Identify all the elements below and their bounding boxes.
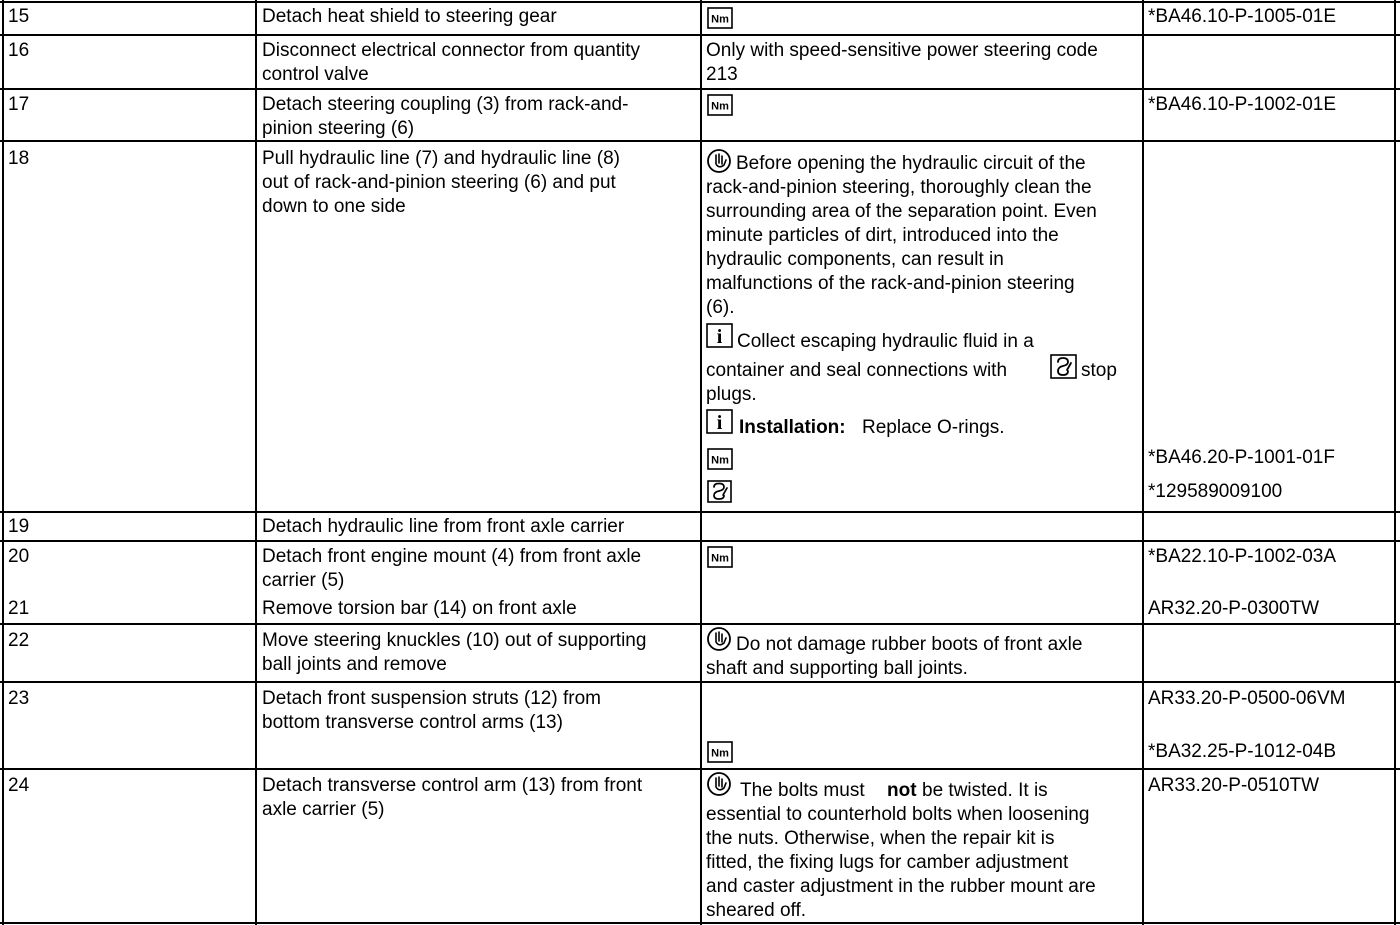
- step-number: 20: [8, 546, 30, 567]
- torque-icon: [707, 94, 733, 116]
- grid-line: [1142, 0, 1144, 925]
- grid-line: [0, 34, 1400, 36]
- warning-text: (6).: [706, 297, 735, 318]
- special-tool-icon: [1050, 354, 1078, 380]
- grid-line: [0, 1, 1400, 3]
- grid-line: [0, 88, 1400, 90]
- reference-code: *BA32.25-P-1012-04B: [1148, 741, 1337, 762]
- svg-text:i: i: [716, 326, 723, 348]
- warning-text: rack-and-pinion steering, thoroughly clean the: [706, 177, 1092, 198]
- action-text: down to one side: [262, 196, 406, 217]
- info-text: plugs.: [706, 384, 757, 405]
- grid-line: [0, 540, 1400, 542]
- action-text: Disconnect electrical connector from quantity: [262, 40, 641, 61]
- action-text: Detach front engine mount (4) from front axle: [262, 546, 642, 567]
- info-icon: [706, 323, 734, 349]
- svg-text:Nm: Nm: [711, 454, 729, 467]
- installation-label: Installation:: [739, 417, 846, 438]
- step-number: 15: [8, 6, 30, 27]
- grid-line: [0, 768, 1400, 770]
- warning-text: Do not damage rubber boots of front axle: [736, 634, 1083, 655]
- step-number: 17: [8, 94, 30, 115]
- grid-line: [0, 511, 1400, 513]
- warning-text: sheared off.: [706, 900, 807, 921]
- reference-code: AR33.20-P-0500-06VM: [1148, 688, 1346, 709]
- warning-text: minute particles of dirt, introduced into the: [706, 225, 1059, 246]
- warning-emphasis: not: [887, 780, 917, 801]
- warning-text: Before opening the hydraulic circuit of the: [736, 153, 1086, 174]
- info-text: [739, 416, 846, 440]
- warning-text: surrounding area of the separation point. Even: [706, 201, 1097, 222]
- reference-code: AR33.20-P-0510TW: [1148, 775, 1320, 796]
- grid-line: [0, 623, 1400, 625]
- reference-code: AR32.20-P-0300TW: [1148, 598, 1320, 619]
- grid-line: [0, 922, 1400, 924]
- warning-text: be twisted. It is: [922, 780, 1048, 801]
- step-number: 23: [8, 688, 30, 709]
- reference-code: *129589009100: [1148, 481, 1283, 502]
- action-text: pinion steering (6): [262, 118, 415, 139]
- warning-text: The bolts must: [740, 780, 865, 801]
- step-number: 19: [8, 516, 30, 537]
- grid-line: [0, 140, 1400, 142]
- action-text: out of rack-and-pinion steering (6) and put: [262, 172, 616, 193]
- svg-text:Nm: Nm: [711, 552, 729, 565]
- torque-icon: [707, 741, 733, 763]
- warning-hand-icon: [706, 148, 734, 174]
- grid-line: [2, 0, 4, 925]
- action-text: control valve: [262, 64, 369, 85]
- action-text: Move steering knuckles (10) out of supporting: [262, 630, 647, 651]
- note-text: Only with speed-sensitive power steering code: [706, 40, 1098, 61]
- svg-text:Nm: Nm: [711, 13, 729, 26]
- grid-line: [700, 0, 702, 925]
- torque-icon: [707, 7, 733, 29]
- svg-text:Nm: Nm: [711, 747, 729, 760]
- warning-hand-icon: [706, 626, 734, 652]
- reference-code: *BA46.20-P-1001-01F: [1148, 447, 1335, 468]
- svg-text:Nm: Nm: [711, 100, 729, 113]
- action-text: Detach front suspension struts (12) from: [262, 688, 601, 709]
- warning-text: malfunctions of the rack-and-pinion steering: [706, 273, 1075, 294]
- action-text: Detach transverse control arm (13) from front: [262, 775, 643, 796]
- special-tool-icon: [707, 480, 733, 504]
- step-number: 22: [8, 630, 30, 651]
- grid-line: [1394, 0, 1396, 925]
- reference-code: *BA22.10-P-1002-03A: [1148, 546, 1337, 567]
- step-number: 16: [8, 40, 30, 61]
- torque-icon: [707, 546, 733, 568]
- step-number: 21: [8, 598, 30, 619]
- warning-text: essential to counterhold bolts when loosening: [706, 804, 1090, 825]
- info-icon: [706, 409, 734, 435]
- warning-text: the nuts. Otherwise, when the repair kit is: [706, 828, 1055, 849]
- action-text: ball joints and remove: [262, 654, 447, 675]
- action-text: bottom transverse control arms (13): [262, 712, 563, 733]
- action-text: axle carrier (5): [262, 799, 385, 820]
- reference-code: *BA46.10-P-1002-01E: [1148, 94, 1337, 115]
- action-text: Pull hydraulic line (7) and hydraulic line (8): [262, 148, 621, 169]
- torque-icon: [707, 448, 733, 470]
- action-text: Detach heat shield to steering gear: [262, 6, 557, 27]
- action-text: Detach steering coupling (3) from rack-and-: [262, 94, 629, 115]
- reference-code: *BA46.10-P-1005-01E: [1148, 6, 1337, 27]
- info-text: container and seal connections with: [706, 360, 1008, 381]
- grid-line: [0, 681, 1400, 683]
- warning-text: hydraulic components, can result in: [706, 249, 1004, 270]
- info-text: stop: [1081, 360, 1117, 381]
- grid-line: [255, 0, 257, 925]
- warning-hand-icon: [706, 771, 734, 797]
- step-number: 18: [8, 148, 30, 169]
- action-text: carrier (5): [262, 570, 345, 591]
- action-text: Detach hydraulic line from front axle carrier: [262, 516, 625, 537]
- action-text: Remove torsion bar (14) on front axle: [262, 598, 577, 619]
- warning-text: [887, 779, 917, 803]
- info-text: Replace O-rings.: [862, 417, 1005, 438]
- info-text: Collect escaping hydraulic fluid in a: [737, 331, 1034, 352]
- warning-text: and caster adjustment in the rubber mount are: [706, 876, 1096, 897]
- warning-text: shaft and supporting ball joints.: [706, 658, 968, 679]
- warning-text: fitted, the fixing lugs for camber adjustment: [706, 852, 1069, 873]
- note-text: 213: [706, 64, 738, 85]
- svg-text:i: i: [716, 412, 723, 434]
- step-number: 24: [8, 775, 30, 796]
